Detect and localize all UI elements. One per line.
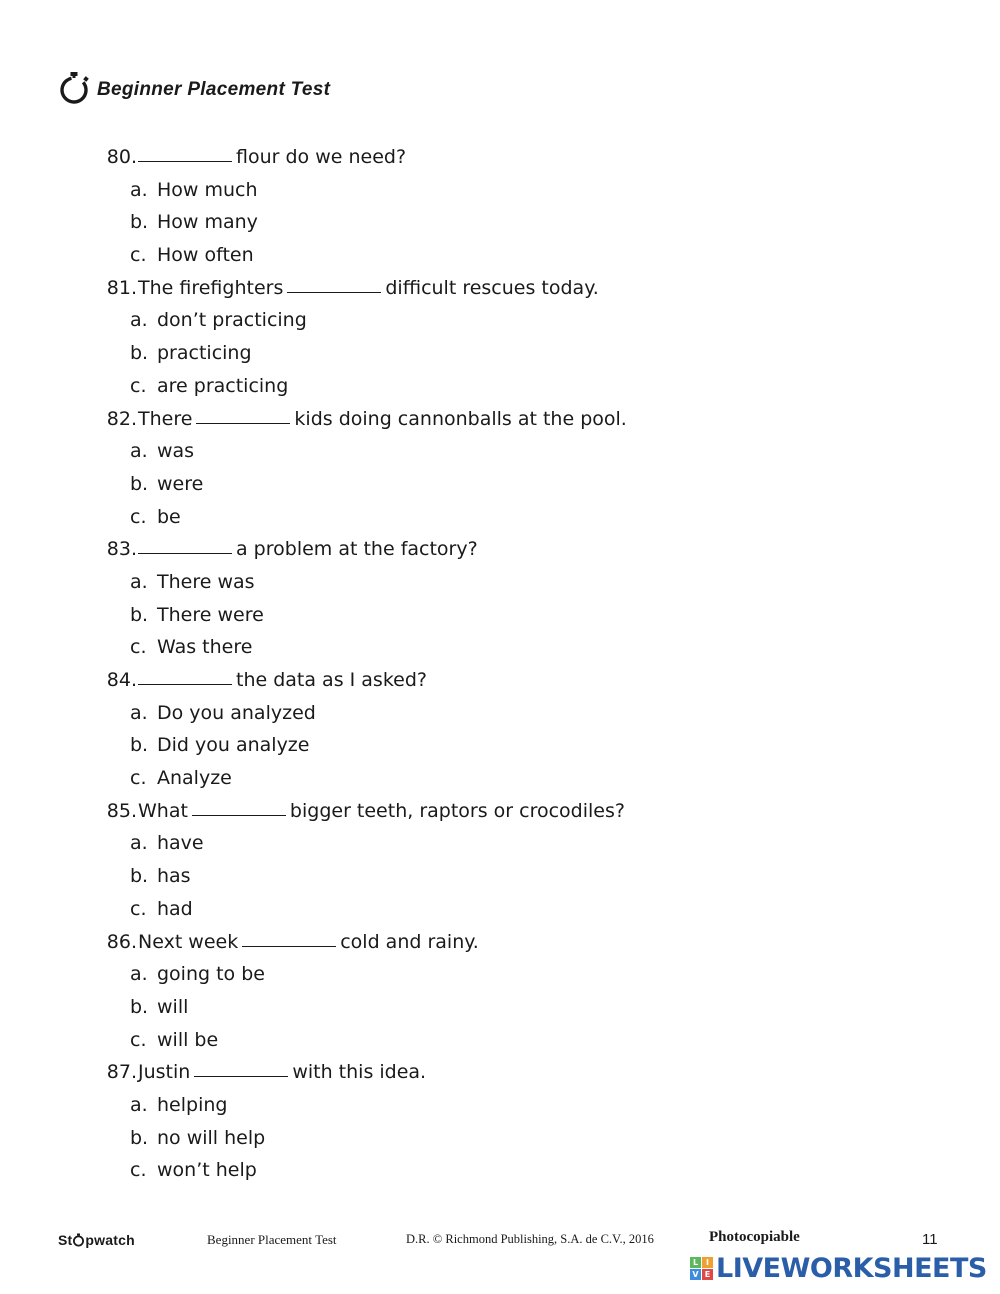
option-text: Analyze xyxy=(157,767,232,790)
answer-blank[interactable] xyxy=(138,141,232,162)
answer-blank[interactable] xyxy=(194,1056,288,1077)
option-letter: a. xyxy=(130,963,148,986)
page-title: Beginner Placement Test xyxy=(97,79,331,100)
footer-photocopiable: Photocopiable xyxy=(709,1229,800,1245)
option-letter: b. xyxy=(130,603,149,626)
option-text: no will help xyxy=(157,1126,266,1149)
page-number: 11 xyxy=(922,1231,938,1248)
stopwatch-brand xyxy=(58,1232,135,1248)
option-87-c[interactable] xyxy=(0,1154,1000,1187)
option-letter: b. xyxy=(130,865,149,888)
option-84-a[interactable] xyxy=(0,697,1000,730)
option-text: helping xyxy=(157,1093,228,1116)
option-letter: a. xyxy=(130,570,148,593)
question-84 xyxy=(0,664,1000,697)
option-letter: c. xyxy=(130,636,147,659)
question-number: 84. xyxy=(106,669,137,691)
option-letter: a. xyxy=(130,832,148,855)
option-text: going to be xyxy=(157,963,265,986)
question-text-after: kids doing cannonballs at the pool. xyxy=(294,407,627,430)
option-text: How much xyxy=(157,178,258,201)
option-letter: a. xyxy=(130,1093,148,1116)
liveworksheets-text: LIVEWORKSHEETS xyxy=(716,1252,987,1284)
option-81-c[interactable] xyxy=(0,370,1000,403)
option-text: How many xyxy=(157,211,258,234)
option-80-b[interactable] xyxy=(0,206,1000,239)
option-83-a[interactable] xyxy=(0,566,1000,599)
question-number: 86. xyxy=(106,930,137,953)
question-number: 85. xyxy=(106,799,137,822)
option-text: How often xyxy=(157,244,254,267)
answer-blank[interactable] xyxy=(242,926,336,947)
option-letter: b. xyxy=(130,211,149,234)
question-text-after: a problem at the factory? xyxy=(236,538,478,561)
question-text xyxy=(137,795,625,828)
question-text-after: bigger teeth, raptors or crocodiles? xyxy=(289,799,625,822)
liveworksheets-watermark xyxy=(690,1252,987,1284)
option-letter: a. xyxy=(130,309,148,332)
question-text-before: Justin xyxy=(138,1061,191,1084)
question-text xyxy=(137,926,479,959)
option-letter: c. xyxy=(130,505,147,528)
question-86 xyxy=(0,926,1000,959)
option-letter: c. xyxy=(130,1028,147,1051)
option-letter: c. xyxy=(130,767,147,790)
stopwatch-small-icon xyxy=(72,1232,85,1248)
option-letter: c. xyxy=(130,374,147,397)
question-text-before: What xyxy=(138,799,188,822)
option-text: Was there xyxy=(157,636,253,659)
option-81-b[interactable] xyxy=(0,337,1000,370)
option-text: There were xyxy=(157,603,264,626)
answer-blank[interactable] xyxy=(138,664,232,685)
question-number: 82. xyxy=(106,407,137,430)
option-text: are practicing xyxy=(157,374,289,397)
brand-suffix: pwatch xyxy=(85,1232,135,1248)
option-text: don’t practicing xyxy=(157,309,307,332)
option-letter: a. xyxy=(130,178,148,201)
option-letter: c. xyxy=(130,244,147,267)
option-83-b[interactable] xyxy=(0,599,1000,632)
question-text-before: The firefighters xyxy=(138,276,284,299)
question-82 xyxy=(0,403,1000,436)
option-85-c[interactable] xyxy=(0,893,1000,926)
option-text: practicing xyxy=(157,342,252,365)
option-letter: c. xyxy=(130,897,147,920)
question-80 xyxy=(0,141,1000,174)
option-text: have xyxy=(157,832,204,855)
option-84-b[interactable] xyxy=(0,729,1000,762)
stopwatch-icon xyxy=(58,70,92,110)
option-letter: b. xyxy=(130,472,149,495)
question-text xyxy=(137,403,627,436)
question-text xyxy=(137,272,599,305)
option-text: There was xyxy=(157,570,255,593)
option-letter: a. xyxy=(130,440,148,463)
footer-copyright: D.R. © Richmond Publishing, S.A. de C.V., 2016 xyxy=(406,1232,654,1246)
option-letter: c. xyxy=(130,1159,147,1182)
option-text: were xyxy=(157,472,204,495)
answer-blank[interactable] xyxy=(196,403,290,424)
option-text: has xyxy=(157,865,191,888)
question-text-after: the data as I asked? xyxy=(236,669,427,691)
question-text-after: difficult rescues today. xyxy=(385,276,599,299)
question-83 xyxy=(0,533,1000,566)
option-text: Did you analyze xyxy=(157,734,310,757)
page-header xyxy=(58,70,330,110)
footer-title: Beginner Placement Test xyxy=(207,1232,337,1247)
logo-block-v: V xyxy=(690,1269,701,1280)
answer-blank[interactable] xyxy=(192,795,286,816)
question-number: 80. xyxy=(106,146,137,168)
option-84-c[interactable] xyxy=(0,762,1000,795)
option-82-a[interactable] xyxy=(0,435,1000,468)
question-number: 81. xyxy=(106,276,137,299)
answer-blank[interactable] xyxy=(287,272,381,293)
option-86-a[interactable] xyxy=(0,958,1000,991)
logo-block-e: E xyxy=(702,1269,713,1280)
question-text xyxy=(137,533,478,566)
answer-blank[interactable] xyxy=(138,533,232,554)
option-82-c[interactable] xyxy=(0,501,1000,534)
option-85-b[interactable] xyxy=(0,860,1000,893)
option-letter: b. xyxy=(130,734,149,757)
question-text xyxy=(137,141,406,174)
option-81-a[interactable] xyxy=(0,304,1000,337)
question-text xyxy=(137,664,427,697)
brand-prefix: St xyxy=(58,1232,73,1248)
question-81 xyxy=(0,272,1000,305)
option-text: had xyxy=(157,897,193,920)
question-text-after: with this idea. xyxy=(292,1061,427,1084)
logo-block-i: I xyxy=(702,1257,713,1268)
option-86-c[interactable] xyxy=(0,1024,1000,1057)
question-87 xyxy=(0,1056,1000,1089)
question-text-after: flour do we need? xyxy=(236,146,407,168)
option-85-a[interactable] xyxy=(0,827,1000,860)
question-text xyxy=(137,1056,426,1089)
option-text: was xyxy=(157,440,195,463)
question-text-after: cold and rainy. xyxy=(340,930,479,953)
option-letter: b. xyxy=(130,995,149,1018)
option-text: will be xyxy=(157,1028,219,1051)
option-80-a[interactable] xyxy=(0,174,1000,207)
option-83-c[interactable] xyxy=(0,631,1000,664)
option-letter: b. xyxy=(130,1126,149,1149)
option-text: Do you analyzed xyxy=(157,701,316,724)
option-text: be xyxy=(157,505,181,528)
option-86-b[interactable] xyxy=(0,991,1000,1024)
option-82-b[interactable] xyxy=(0,468,1000,501)
option-87-b[interactable] xyxy=(0,1122,1000,1155)
question-text-before: Next week xyxy=(138,930,239,953)
question-85 xyxy=(0,795,1000,828)
question-list xyxy=(0,141,1000,1187)
option-text: will xyxy=(157,995,189,1018)
option-text: won’t help xyxy=(157,1159,257,1182)
question-number: 87. xyxy=(106,1061,137,1084)
logo-block-l: L xyxy=(690,1257,701,1268)
option-80-c[interactable] xyxy=(0,239,1000,272)
option-87-a[interactable] xyxy=(0,1089,1000,1122)
liveworksheets-logo-icon xyxy=(690,1257,713,1280)
question-text-before: There xyxy=(138,407,193,430)
question-number: 83. xyxy=(106,538,137,561)
option-letter: b. xyxy=(130,342,149,365)
option-letter: a. xyxy=(130,701,148,724)
